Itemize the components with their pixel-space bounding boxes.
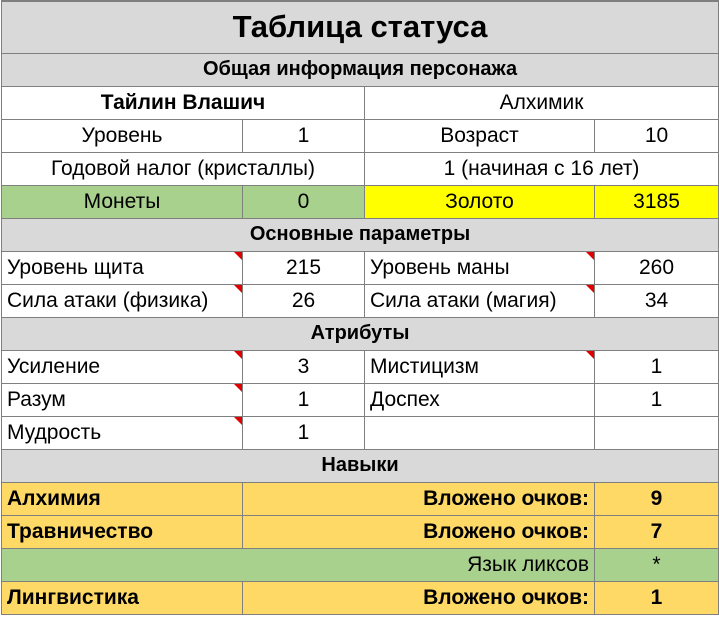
- level-label[interactable]: Уровень: [2, 119, 243, 152]
- coins-value[interactable]: 0: [243, 185, 365, 218]
- age-value[interactable]: 10: [595, 119, 719, 152]
- attribute-value[interactable]: 1: [595, 383, 719, 416]
- mana-level-label[interactable]: Уровень маны: [365, 251, 595, 284]
- gold-value[interactable]: 3185: [595, 185, 719, 218]
- comment-marker-icon[interactable]: [234, 252, 242, 260]
- attribute-value[interactable]: 1: [595, 350, 719, 383]
- character-class[interactable]: Алхимик: [365, 86, 719, 119]
- age-label[interactable]: Возраст: [365, 119, 595, 152]
- section-attributes-header: Атрибуты: [2, 317, 719, 350]
- skill-alchemy-name[interactable]: Алхимия: [2, 482, 243, 515]
- skill-points-label[interactable]: Вложено очков:: [243, 515, 595, 548]
- section-params-header: Основные параметры: [2, 218, 719, 251]
- comment-marker-icon[interactable]: [234, 417, 242, 425]
- attribute-value[interactable]: 1: [243, 383, 365, 416]
- section-skills-header: Навыки: [2, 449, 719, 482]
- status-table: [1, 0, 719, 615]
- attribute-label[interactable]: Мудрость: [2, 416, 243, 449]
- level-value[interactable]: 1: [243, 119, 365, 152]
- skill-lix-language-name[interactable]: Язык ликсов: [2, 548, 595, 581]
- page-title: Таблица статуса: [2, 1, 719, 53]
- magic-attack-value[interactable]: 34: [595, 284, 719, 317]
- attribute-value[interactable]: [595, 416, 719, 449]
- attribute-label[interactable]: Мистицизм: [365, 350, 595, 383]
- skill-points-label[interactable]: Вложено очков:: [243, 482, 595, 515]
- gold-label[interactable]: Золото: [365, 185, 595, 218]
- magic-attack-label[interactable]: Сила атаки (магия): [365, 284, 595, 317]
- skill-linguistics-name[interactable]: Лингвистика: [2, 581, 243, 614]
- tax-value[interactable]: 1 (начиная с 16 лет): [365, 152, 719, 185]
- skill-alchemy-value[interactable]: 9: [595, 482, 719, 515]
- attribute-label[interactable]: Доспех: [365, 383, 595, 416]
- attribute-label[interactable]: Усиление: [2, 350, 243, 383]
- shield-level-value[interactable]: 215: [243, 251, 365, 284]
- comment-marker-icon[interactable]: [234, 351, 242, 359]
- skill-points-label[interactable]: Вложено очков:: [243, 581, 595, 614]
- skill-linguistics-value[interactable]: 1: [595, 581, 719, 614]
- comment-marker-icon[interactable]: [586, 285, 594, 293]
- shield-level-label[interactable]: Уровень щита: [2, 251, 243, 284]
- tax-label[interactable]: Годовой налог (кристаллы): [2, 152, 365, 185]
- physical-attack-label[interactable]: Сила атаки (физика): [2, 284, 243, 317]
- comment-marker-icon[interactable]: [234, 285, 242, 293]
- physical-attack-value[interactable]: 26: [243, 284, 365, 317]
- coins-label[interactable]: Монеты: [2, 185, 243, 218]
- attribute-value[interactable]: 3: [243, 350, 365, 383]
- comment-marker-icon[interactable]: [586, 252, 594, 260]
- attribute-label[interactable]: Разум: [2, 383, 243, 416]
- skill-lix-language-value[interactable]: *: [595, 548, 719, 581]
- section-general-header: Общая информация персонажа: [2, 53, 719, 86]
- mana-level-value[interactable]: 260: [595, 251, 719, 284]
- character-name[interactable]: Тайлин Влашич: [2, 86, 365, 119]
- comment-marker-icon[interactable]: [586, 351, 594, 359]
- skill-herbalism-name[interactable]: Травничество: [2, 515, 243, 548]
- comment-marker-icon[interactable]: [234, 384, 242, 392]
- attribute-value[interactable]: 1: [243, 416, 365, 449]
- attribute-label[interactable]: [365, 416, 595, 449]
- skill-herbalism-value[interactable]: 7: [595, 515, 719, 548]
